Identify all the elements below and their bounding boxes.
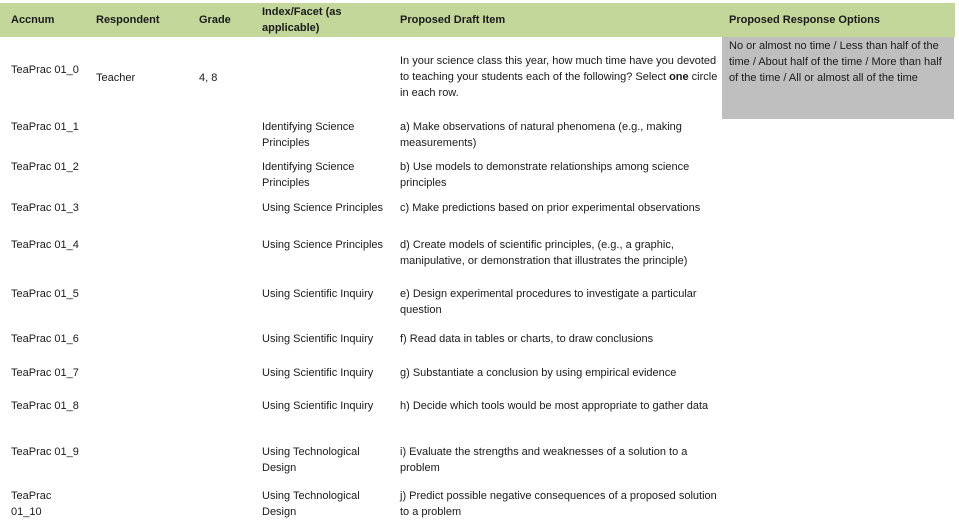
accnum-cell: TeaPrac 01_9 [11,446,79,458]
accnum-cell: TeaPrac 01_10 [11,490,52,518]
accnum-cell: TeaPrac 01_7 [11,367,79,379]
draft-bold-text: one [669,71,689,83]
draft-item-cell [400,53,718,101]
index-facet-cell: Using Scientific Inquiry [262,333,374,345]
header-draft: Proposed Draft Item [400,14,506,26]
index-facet-cell: Using Scientific Inquiry [262,400,374,412]
respondent-cell: Teacher [96,72,136,84]
draft-item-cell: e) Design experimental procedures to investigate a particular question [400,288,697,316]
draft-item-cell: d) Create models of scientific principles, (e.g., a graphic, manipulative, or demonstration that illustrates the principle) [400,239,688,267]
accnum-cell: TeaPrac 01_4 [11,239,79,251]
table-header [0,3,955,37]
accnum-cell: TeaPrac 01_0 [11,64,79,76]
index-facet-cell: Using Technological Design [262,446,360,474]
draft-item-cell: h) Decide which tools would be most appropriate to gather data [400,400,709,412]
index-facet-cell: Using Scientific Inquiry [262,367,374,379]
header-grade: Grade [199,14,231,26]
draft-item-cell: i) Evaluate the strengths and weaknesses of a solution to a problem [400,446,688,474]
accnum-cell: TeaPrac 01_5 [11,288,79,300]
index-facet-cell: Identifying Science Principles [262,161,355,189]
header-options: Proposed Response Options [729,14,880,26]
header-accnum: Accnum [11,14,55,26]
header-index: Index/Facet (as applicable) [262,6,342,34]
accnum-cell: TeaPrac 01_8 [11,400,79,412]
index-facet-cell: Using Technological Design [262,490,360,518]
draft-item-cell: c) Make predictions based on prior experimental observations [400,202,701,214]
accnum-cell: TeaPrac 01_3 [11,202,79,214]
draft-text-end: circle in each row. [400,71,718,99]
draft-item-cell: j) Predict possible negative consequences of a proposed solution to a problem [400,490,717,518]
index-facet-cell: Using Science Principles [262,202,384,214]
draft-item-cell: f) Read data in tables or charts, to draw conclusions [400,333,654,345]
accnum-cell: TeaPrac 01_2 [11,161,79,173]
index-facet-cell: Identifying Science Principles [262,121,355,149]
accnum-cell: TeaPrac 01_6 [11,333,79,345]
accnum-cell: TeaPrac 01_1 [11,121,79,133]
index-facet-cell: Using Science Principles [262,239,384,251]
draft-item-cell: b) Use models to demonstrate relationships among science principles [400,161,690,189]
grade-cell: 4, 8 [199,72,218,84]
draft-text: In your science class this year, how much time have you devoted to teaching your students each of the following? Select [400,55,717,83]
draft-item-cell: g) Substantiate a conclusion by using empirical evidence [400,367,677,379]
header-respondent: Respondent [96,14,160,26]
response-options-text: No or almost no time / Less than half of the time / About half of the time / More than half of the time / All or almost all of the time [729,40,942,84]
index-facet-cell: Using Scientific Inquiry [262,288,374,300]
draft-item-cell: a) Make observations of natural phenomena (e.g., making measurements) [400,121,682,149]
